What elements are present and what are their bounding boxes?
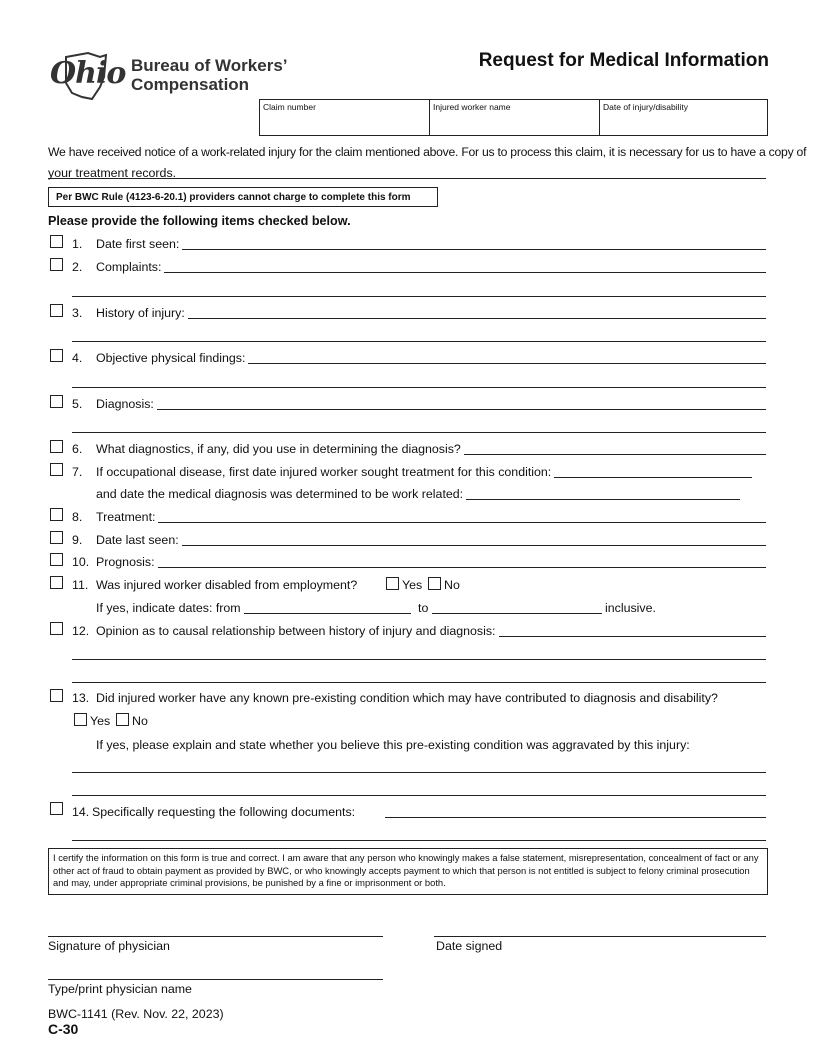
item-3-label: History of injury: xyxy=(96,306,188,320)
item-7-label2: and date the medical diagnosis was determined to be work related: xyxy=(96,487,466,501)
date-of-injury-label: Date of injury/disability xyxy=(603,102,689,112)
date-signed-label: Date signed xyxy=(436,939,503,953)
injured-worker-name-field[interactable] xyxy=(429,99,600,136)
physician-name-input[interactable] xyxy=(48,953,383,979)
item-6-label: What diagnostics, if any, did you use in determining the diagnosis? xyxy=(96,442,464,456)
item-4-label: Objective physical findings: xyxy=(96,351,248,365)
item-9-label: Date last seen: xyxy=(96,533,182,547)
item-12-input[interactable] xyxy=(487,622,765,682)
item-8-number: 8. xyxy=(72,510,83,524)
form-code: C-30 xyxy=(48,1021,79,1037)
item-4-input[interactable] xyxy=(246,349,765,389)
item-7-first-date-input[interactable] xyxy=(541,464,751,477)
item-14-checkbox[interactable] xyxy=(50,802,63,815)
item-11-label: Was injured worker disabled from employment? xyxy=(96,578,360,592)
item-2-checkbox[interactable] xyxy=(50,258,63,271)
claim-number-field[interactable] xyxy=(259,99,430,136)
item-11-yes-option[interactable] xyxy=(386,577,422,592)
item-3-number: 3. xyxy=(72,306,83,320)
item-7-label: If occupational disease, first date injured worker sought treatment for this condition: xyxy=(96,465,554,479)
item-13-yes-option[interactable] xyxy=(74,713,110,728)
item-13-no-checkbox[interactable] xyxy=(116,713,129,726)
item-8-input[interactable] xyxy=(158,509,765,522)
item-13-no-label: No xyxy=(132,714,148,728)
item-7-diagnosis-date-input[interactable] xyxy=(456,486,740,499)
item-12-label: Opinion as to causal relationship between history of injury and diagnosis: xyxy=(96,624,499,638)
item-11-to-date-input[interactable] xyxy=(432,600,602,613)
item-11-no-label: No xyxy=(444,578,460,592)
item-6-number: 6. xyxy=(72,442,83,456)
item-9-number: 9. xyxy=(72,533,83,547)
item-13-yes-checkbox[interactable] xyxy=(74,713,87,726)
item-6-checkbox[interactable] xyxy=(50,440,63,453)
item-14-label: Specifically requesting the following documents: xyxy=(92,805,358,819)
date-of-injury-field[interactable] xyxy=(599,99,768,136)
agency-name-line2: Compensation xyxy=(131,75,250,94)
intro-text-line2: your treatment records. xyxy=(48,166,179,180)
item-12-number: 12. xyxy=(72,624,90,638)
item-2-input[interactable] xyxy=(165,258,765,298)
instructions-heading: Please provide the following items checked below. xyxy=(48,214,351,228)
item-11-no-checkbox[interactable] xyxy=(428,577,441,590)
ohio-logo-text: Ohio xyxy=(50,56,126,91)
rule-notice-box xyxy=(48,187,438,207)
item-3-input[interactable] xyxy=(188,304,765,344)
item-5-checkbox[interactable] xyxy=(50,395,63,408)
item-13-explain-label: If yes, please explain and state whether you believe this pre-existing condition was aggravated by this injury: xyxy=(96,738,693,752)
item-13-yes-label: Yes xyxy=(90,714,111,728)
item-10-checkbox[interactable] xyxy=(50,553,63,566)
physician-name-label: Type/print physician name xyxy=(48,982,192,996)
item-11-checkbox[interactable] xyxy=(50,576,63,589)
item-9-checkbox[interactable] xyxy=(50,531,63,544)
claim-number-label: Claim number xyxy=(263,102,316,112)
item-1-label: Date first seen: xyxy=(96,237,182,251)
item-12-checkbox[interactable] xyxy=(50,622,63,635)
item-13-no-option[interactable] xyxy=(116,713,148,728)
item-8-checkbox[interactable] xyxy=(50,508,63,521)
form-title: Request for Medical Information xyxy=(478,50,769,71)
item-1-checkbox[interactable] xyxy=(50,235,63,248)
item-14-input[interactable] xyxy=(385,804,766,840)
item-11-dates-label: If yes, indicate dates: from xyxy=(96,601,244,615)
item-5-input[interactable] xyxy=(158,395,765,435)
item-5-number: 5. xyxy=(72,397,83,411)
certification-text: I certify the information on this form is true and correct. I am aware that any person who knowingly makes a false statement, misrepresentation, concealment of fact or any other act of fraud to obtain payment as provided by BWC, or who knowingly accepts payment to which that person is not entitled is subject to felony criminal prosecution and may, under appropriate criminal provisions, be punished by a fine or imprisonment or both. xyxy=(53,852,759,888)
item-7-checkbox[interactable] xyxy=(50,463,63,476)
item-13-label: Did injured worker have any known pre-existing condition which may have contributed to diagnosis and disability? xyxy=(96,691,721,705)
rule-notice-text: Per BWC Rule (4123-6-20.1) providers cannot charge to complete this form xyxy=(56,192,411,203)
item-11-yes-checkbox[interactable] xyxy=(386,577,399,590)
date-signed-input[interactable] xyxy=(434,910,766,936)
item-9-input[interactable] xyxy=(180,532,765,545)
item-13-number: 13. xyxy=(72,691,90,705)
item-14-number: 14. xyxy=(72,805,92,819)
item-8-label: Treatment: xyxy=(96,510,158,524)
certification-box xyxy=(48,848,768,895)
intro-text-line1: We have received notice of a work-related injury for the claim mentioned above. For us to process this claim, it is necessary for us to have a copy of xyxy=(48,145,807,159)
item-7-number: 7. xyxy=(72,465,83,479)
item-5-label: Diagnosis: xyxy=(96,397,157,411)
item-11-inclusive-label: inclusive. xyxy=(605,601,659,615)
item-10-input[interactable] xyxy=(156,554,765,567)
item-11-to-label: to xyxy=(418,601,431,615)
physician-signature-label: Signature of physician xyxy=(48,939,170,953)
item-11-number: 11. xyxy=(72,578,89,592)
item-6-input[interactable] xyxy=(455,441,765,454)
agency-name-line1: Bureau of Workers’ xyxy=(131,56,288,75)
form-id: BWC-1141 (Rev. Nov. 22, 2023) xyxy=(48,1007,224,1021)
item-13-explain-input[interactable] xyxy=(72,758,766,796)
physician-signature-input[interactable] xyxy=(48,910,383,936)
item-1-number: 1. xyxy=(72,237,83,251)
item-10-label: Prognosis: xyxy=(96,555,158,569)
item-11-no-option[interactable] xyxy=(428,577,460,592)
injured-worker-name-label: Injured worker name xyxy=(433,102,511,112)
item-2-number: 2. xyxy=(72,260,83,274)
item-4-checkbox[interactable] xyxy=(50,349,63,362)
item-3-checkbox[interactable] xyxy=(50,304,63,317)
item-1-input[interactable] xyxy=(185,236,765,249)
item-11-from-date-input[interactable] xyxy=(244,600,411,613)
item-4-number: 4. xyxy=(72,351,83,365)
item-10-number: 10. xyxy=(72,555,90,569)
item-2-label: Complaints: xyxy=(96,260,164,274)
item-13-checkbox[interactable] xyxy=(50,689,63,702)
item-11-yes-label: Yes xyxy=(402,578,423,592)
